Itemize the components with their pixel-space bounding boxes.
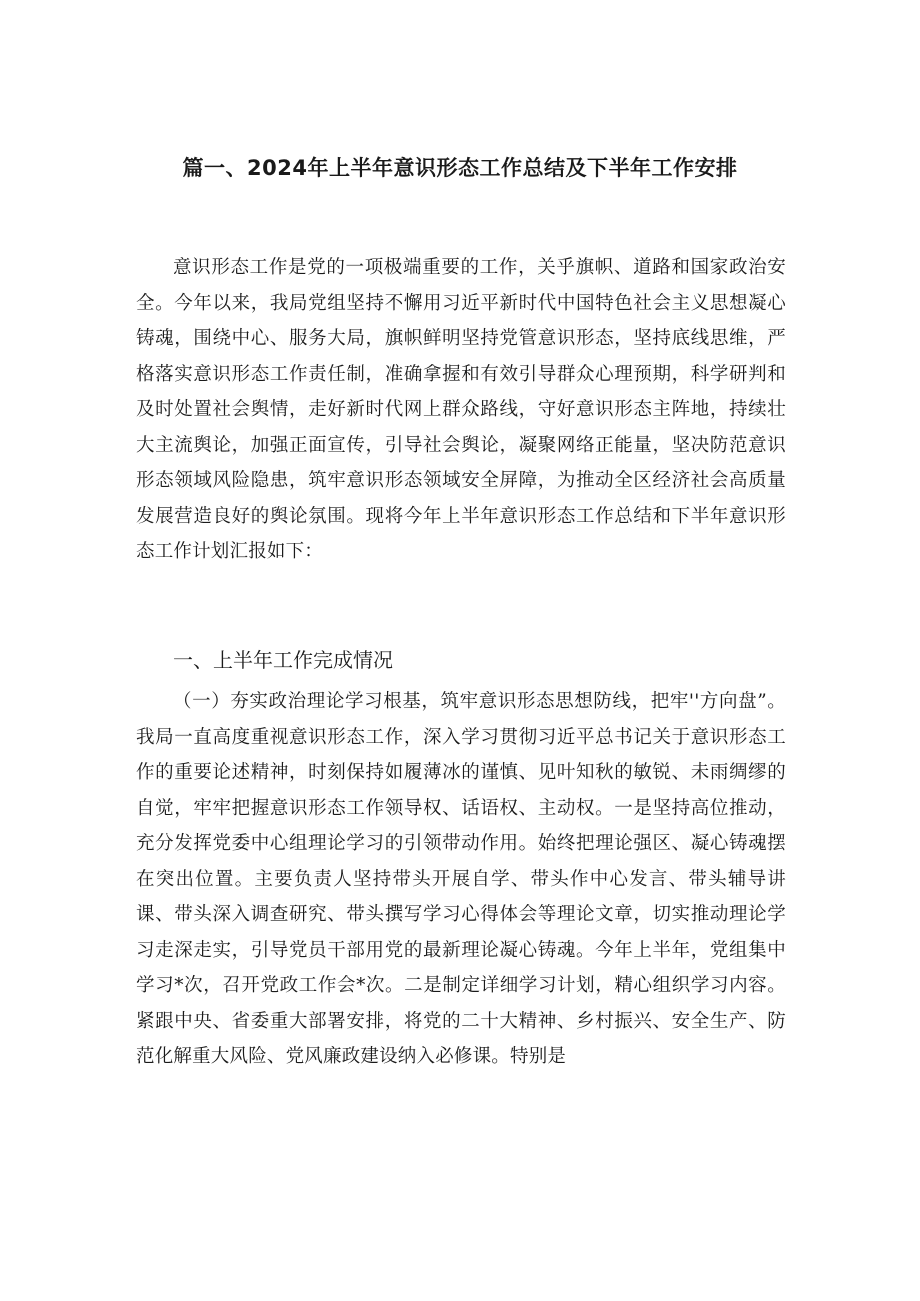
intro-paragraph: 意识形态工作是党的一项极端重要的工作，关乎旗帜、道路和国家政治安全。今年以来，我局党组坚持不懈用习近平新时代中国特色社会主义思想凝心铸魂，围绕中心、服务大局，旗帜鲜明坚持党管意识形态，坚持底线思维，严格落实意识形态工作责任制，准确拿握和有效引导群众心理预期，科学研判和及时处置社会舆情，走好新时代网上群众路线，守好意识形态主阵地，持续壮大主流舆论，加强正面宣传，引导社会舆论，凝聚网络正能量，坚决防范意识形态领域风险隐患，筑牢意识形态领域安全屏障，为推动全区经济社会高质量发展营造良好的舆论氛围。现将今年上半年意识形态工作总结和下半年意识形态工作计划汇报如下： [136, 257, 786, 562]
section-paragraph: （一）夯实政治理论学习根基，筑牢意识形态思想防线，把牢''方向盘”。我局一直高度重视意识形态工作，深入学习贯彻习近平总书记关于意识形态工作的重要论述精神，时刻保持如履薄冰的谨慎、见叶知秋的敏锐、未雨绸缪的自觉，牢牢把握意识形态工作领导权、话语权、主动权。一是坚持高位推动，充分发挥党委中心组理论学习的引领带动作用。始终把理论强区、凝心铸魂摆在突出位置。主要负责人坚持带头开展自学、带头作中心发言、带头辅导讲课、带头深入调查研究、带头撰写学习心得体会等理论文章，切实推动理论学习走深走实，引导党员干部用党的最新理论凝心铸魂。今年上半年，党组集中学习*次，召开党政工作会*次。二是制定详细学习计划，精心组织学习内容。紧跟中央、省委重大部署安排，将党的二十大精神、乡村振兴、安全生产、防范化解重大风险、党风廉政建设纳入必修课。特别是 [136, 691, 786, 1067]
document-title: 篇一、2024年上半年意识形态工作总结及下半年工作安排 [182, 156, 738, 180]
section-heading: 一、上半年工作完成情况 [173, 648, 393, 672]
